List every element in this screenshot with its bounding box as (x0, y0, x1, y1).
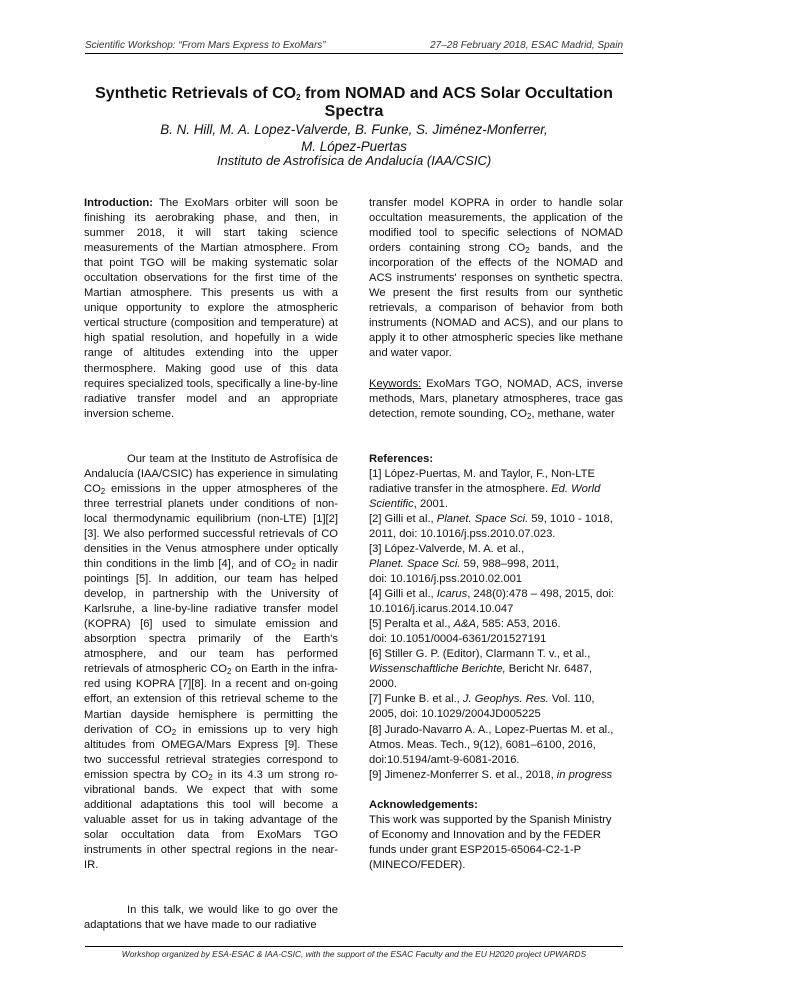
institution: Instituto de Astrofísica de Andalucía (IAA/CSIC) (216, 153, 492, 168)
left-column (84, 196, 338, 933)
reference-item: [1] López-Puertas, M. and Taylor, F., Non-LTE radiative transfer in the atmosphere. Ed. World Scientific, 2001. (369, 467, 601, 510)
talk-paragraph-start: In this talk, we would like to go over the adaptations that we have made to our radiative (84, 904, 338, 932)
reference-item: [3] López-Valverde, M. A. et al., Planet. Space Sci. 59, 988–998, 2011, doi: 10.1016/j.pss.2010.02.001 (369, 542, 560, 586)
footer-divider (85, 946, 623, 947)
keywords-label: Keywords: (369, 377, 422, 390)
references-heading: References: (369, 452, 434, 465)
header-divider (85, 53, 623, 54)
running-header (85, 40, 623, 51)
reference-item: [9] Jimenez-Monferrer S. et al., 2018, in progress (369, 768, 613, 781)
talk-paragraph-continued: transfer model KOPRA in order to handle solar occultation measurements, the application of the modified tool to specific selections of NOMAD orders containing strong $CO_2$ bands, and the incorporation of the effects of the NOMAD and ACS instruments' responses on synthetic spectra. We present the first results from our synthetic retrievals, a comparison of behavior from both instruments (NOMAD and ACS), and our plans to apply it to other atmospheric species like methane and water vapor. (369, 197, 623, 360)
acknowledgements-text: This work was supported by the Spanish Ministry of Economy and Innovation and by the FEDER funds under grant ESP2015-65064-C2-1-P (MINECO/FEDER). (369, 813, 612, 871)
keywords: Keywords: ExoMars TGO, NOMAD, ACS, inverse methods, Mars, planetary atmospheres, trace gas detection, remote sounding, $CO_2$, methane, water (369, 377, 623, 421)
introduction-paragraph: Introduction: The ExoMars orbiter will soon be finishing its aerobraking phase, and then, in summer 2018, it will start taking science measurements of the Martian atmosphere. From that point TGO will be making systematic solar occultation observations for the first time of the Martian atmosphere. This presents us with a unique opportunity to explore the atmospheric vertical structure (composition and temperature) at high spatial resolution, and hopefully in a wide range of altitudes extending into the upper thermosphere. Making good use of this data requires specialized tools, specifically a line-by-line radiative transfer model and an appropriate inversion scheme. (84, 197, 338, 420)
page-footer: Workshop organized by ESA-ESAC & IAA-CSIC, with the support of the ESAC Faculty and the EU H2020 project UPWARDS (121, 949, 587, 959)
introduction-heading: Introduction: (84, 197, 153, 209)
reference-item: [6] Stiller G. P. (Editor), Clarmann T. v., et al., Wissenschaftliche Berichte, Bericht Nr. 6487, 2000. (369, 648, 593, 691)
reference-item: [8] Jurado-Navarro A. A., Lopez-Puertas M. et al., Atmos. Meas. Tech., 9(12), 6081–6100, 2016, doi:10.5194/amt-9-6081-2016. (369, 723, 614, 766)
reference-item: [4] Gilli et al., Icarus, 248(0):478 – 498, 2015, doi: 10.1016/j.icarus.2014.10.047 (369, 588, 615, 616)
reference-item: [7] Funke B. et al., J. Geophys. Res. Vol. 110, 2005, doi: 10.1029/2004JD005225 (369, 693, 595, 721)
paper-title: Synthetic Retrievals of $CO_2$ from NOMAD and ACS Solar Occultation Spectra (95, 85, 613, 120)
header-workshop-title: Scientific Workshop: “From Mars Express to ExoMars” (85, 40, 326, 51)
reference-list (369, 467, 623, 783)
author-list: B. N. Hill, M. A. Lopez-Valverde, B. Funke, S. Jiménez-Monferrer, M. López-Puertas (160, 122, 548, 154)
acknowledgements-heading: Acknowledgements: (369, 798, 478, 811)
header-date-location: 27–28 February 2018, ESAC Madrid, Spain (430, 40, 623, 51)
right-column (369, 196, 623, 873)
experience-paragraph: Our team at the Instituto de Astrofísica de Andalucía (IAA/CSIC) has experience in simulating $CO_2$ emissions in the upper atmospheres of the three terrestrial planets under conditions of non-local thermodynamic equilibrium (non-LTE) [1][2][3]. We also performed successful retrievals of CO densities in the Venus atmosphere under optically thin conditions in the limb [4], and of $CO_2$ in nadir pointings [5]. In addition, our team has helped develop, in partnership with the University of Karlsruhe, a line-by-line radiative transfer model (KOPRA) [6] used to simulate emission and absorption spectra primarily of the Earth's atmosphere, and our team has performed retrievals of atmospheric $CO_2$ on Earth in the infra-red using KOPRA [7][8]. In a recent and on-going effort, an extension of this retrieval scheme to the Martian dayside hemisphere is permitting the derivation of $CO_2$ in emissions up to very high altitudes from OMEGA/Mars Express [9]. These two successful retrieval strategies correspond to emission spectra by $CO_2$ in its 4.3 um strong ro-vibrational bands. We expect that with some additional adaptations this tool will become a valuable asset for us in taking advantage of the solar occultation data from ExoMars TGO instruments in other spectral regions in the near-IR. (84, 452, 339, 871)
reference-item: [5] Peralta et al., A&A, 585: A53, 2016. doi: 10.1051/0004-6361/201527191 (369, 618, 561, 646)
reference-item: [2] Gilli et al., Planet. Space Sci. 59, 1010 - 1018, 2011, doi: 10.1016/j.pss.2010.07.023. (369, 512, 613, 540)
